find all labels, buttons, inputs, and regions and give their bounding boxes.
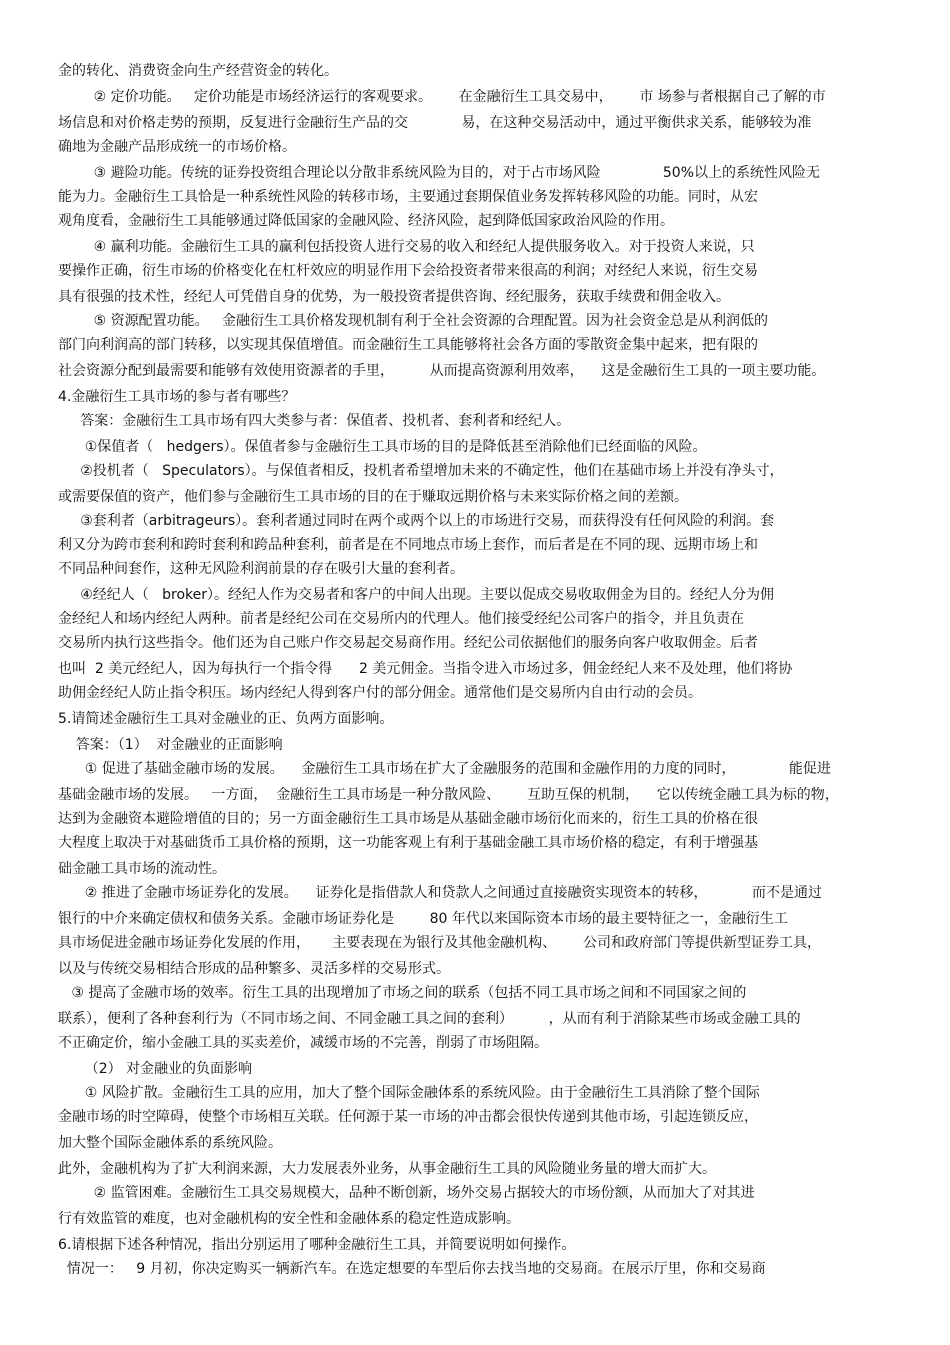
- text-line: 金的转化、消费资金向生产经营资金的转化。: [58, 63, 338, 79]
- text-line: 基础金融市场的发展。 一方面， 金融衍生工具市场是一种分散风险、 互助互保的机制， 它以传统金融工具为标的物，: [58, 787, 839, 803]
- text-line: 也叫 2 美元经纪人，因为每执行一个指令得 2 美元佣金。当指令进入市场过多，佣金经纪人来不及处理，他们将协: [58, 661, 793, 677]
- text-line: ② 监管困难。金融衍生工具交易规模大，品种不断创新，场外交易占据较大的市场份额，从而加大了对其进: [58, 1185, 755, 1201]
- text-line: 答案：金融衍生工具市场有四大类参与者：保值者、投机者、套利者和经纪人。: [58, 413, 571, 429]
- text-line: 部门向利润高的部门转移，以实现其保值增值。而金融衍生工具能够将社会各方面的零散资金集中起来，把有限的: [58, 337, 758, 353]
- text-line: 5.请简述金融衍生工具对金融业的正、负两方面影响。: [58, 711, 394, 727]
- text-line: ① 风险扩散。金融衍生工具的应用，加大了整个国际金融体系的系统风险。由于金融衍生工具消除了整个国际: [58, 1085, 760, 1101]
- text-line: （2） 对金融业的负面影响: [58, 1061, 253, 1077]
- text-line: 交易所内执行这些指令。他们还为自己账户作交易起交易商作用。经纪公司依据他们的服务向客户收取佣金。后者: [58, 635, 758, 651]
- text-line: 要操作正确，衍生市场的价格变化在杠杆效应的明显作用下会给投资者带来很高的利润；对经纪人来说，衍生交易: [58, 263, 758, 279]
- text-line: ①保值者（ hedgers）。保值者参与金融衍生工具市场的目的是降低甚至消除他们已经面临的风险。: [58, 439, 707, 455]
- text-line: 达到为金融资本避险增值的目的；另一方面金融衍生工具市场是从基础金融市场衍化而来的，衍生工具的价格在很: [58, 811, 758, 827]
- text-line: 金融市场的时空障碍，使整个市场相互关联。任何源于某一市场的冲击都会很快传递到其他市场，引起连锁反应，: [58, 1109, 758, 1125]
- text-line: 具有很强的技术性，经纪人可凭借自身的优势，为一般投资者提供咨询、经纪服务，获取手续费和佣金收入。: [58, 289, 730, 305]
- text-line: 答案：（1） 对金融业的正面影响: [58, 737, 283, 753]
- text-line: 能为力。金融衍生工具恰是一种系统性风险的转移市场，主要通过套期保值业务发挥转移风险的功能。同时，从宏: [58, 189, 758, 205]
- text-line: ③ 提高了金融市场的效率。衍生工具的出现增加了市场之间的联系（包括不同工具市场之间和不同国家之间的: [58, 985, 747, 1001]
- text-line: ③ 避险功能。传统的证券投资组合理论以分散非系统风险为目的，对于占市场风险 50%以上的系统性风险无: [58, 165, 821, 181]
- text-line: 情况一： 9 月初，你决定购买一辆新汽车。在选定想要的车型后你去找当地的交易商。在展示厅里，你和交易商: [58, 1261, 766, 1277]
- text-line: ⑤ 资源配置功能。 金融衍生工具价格发现机制有利于全社会资源的合理配置。因为社会资金总是从利润低的: [58, 313, 768, 329]
- text-line: 金经纪人和场内经纪人两种。前者是经纪公司在交易所内的代理人。他们接受经纪公司客户的指令，并且负责在: [58, 611, 744, 627]
- text-line: 础金融工具市场的流动性。: [58, 861, 226, 877]
- text-line: ③套利者（arbitrageurs）。套利者通过同时在两个或两个以上的市场进行交易，而获得没有任何风险的利润。套: [58, 513, 775, 529]
- text-line: ② 定价功能。 定价功能是市场经济运行的客观要求。 在金融衍生工具交易中， 市 场参与者根据自己了解的市: [58, 89, 826, 105]
- text-line: ② 推进了金融市场证券化的发展。 证券化是指借款人和贷款人之间通过直接融资实现资本的转移， 而不是通过: [58, 885, 823, 901]
- text-line: ②投机者（ Speculators）。与保值者相反，投机者希望增加未来的不确定性，他们在基础市场上并没有净头寸，: [58, 463, 784, 479]
- text-line: 观角度看，金融衍生工具能够通过降低国家的金融风险、经济风险，起到降低国家政治风险的作用。: [58, 213, 674, 229]
- text-line: 以及与传统交易相结合形成的品种繁多、灵活多样的交易形式。: [58, 961, 450, 977]
- text-line: 此外，金融机构为了扩大利润来源，大力发展表外业务，从事金融衍生工具的风险随业务量的增大而扩大。: [58, 1161, 716, 1177]
- text-line: 场信息和对价格走势的预期，反复进行金融衍生产品的交 易，在这种交易活动中，通过平衡供求关系，能够较为准: [58, 115, 812, 131]
- text-line: 不同品种间套作，这种无风险利润前景的存在吸引大量的套利者。: [58, 561, 464, 577]
- text-line: 6.请根据下述各种情况，指出分别运用了哪种金融衍生工具，并简要说明如何操作。: [58, 1237, 576, 1253]
- text-line: 具市场促进金融市场证券化发展的作用， 主要表现在为银行及其他金融机构、 公司和政府部门等提供新型证券工具，: [58, 935, 821, 951]
- text-line: ④经纪人（ broker）。经纪人作为交易者和客户的中间人出现。主要以促成交易收取佣金为目的。经纪人分为佣: [58, 587, 775, 603]
- text-line: 4.金融衍生工具市场的参与者有哪些？: [58, 389, 296, 405]
- text-line: 确地为金融产品形成统一的市场价格。: [58, 139, 296, 155]
- text-line: 不正确定价，缩小金融工具的买卖差价，减缓市场的不完善，削弱了市场阻隔。: [58, 1035, 548, 1051]
- text-line: 加大整个国际金融体系的系统风险。: [58, 1135, 282, 1151]
- text-line: 或需要保值的资产，他们参与金融衍生工具市场的目的在于赚取远期价格与未来实际价格之间的差额。: [58, 489, 688, 505]
- text-line: ① 促进了基础金融市场的发展。 金融衍生工具市场在扩大了金融服务的范围和金融作用的力度的同时， 能促进: [58, 761, 831, 777]
- text-line: 银行的中介来确定债权和债务关系。金融市场证券化是 80 年代以来国际资本市场的最主要特征之一，金融衍生工: [58, 911, 788, 927]
- text-line: ④ 赢利功能。金融衍生工具的赢利包括投资人进行交易的收入和经纪人提供服务收入。对于投资人来说，只: [58, 239, 755, 255]
- text-line: 联系），便利了各种套利行为（不同市场之间、不同金融工具之间的套利） ，从而有利于消除某些市场或金融工具的: [58, 1011, 801, 1027]
- text-line: 助佣金经纪人防止指令积压。场内经纪人得到客户付的部分佣金。通常他们是交易所内自由行动的会员。: [58, 685, 702, 701]
- text-line: 利又分为跨市套利和跨时套利和跨品种套利，前者是在不同地点市场上套作，而后者是在不同的现、远期市场上和: [58, 537, 758, 553]
- text-line: 行有效监管的难度，也对金融机构的安全性和金融体系的稳定性造成影响。: [58, 1211, 520, 1227]
- text-line: 社会资源分配到最需要和能够有效使用资源者的手里， 从而提高资源利用效率， 这是金融衍生工具的一项主要功能。: [58, 363, 826, 379]
- text-line: 大程度上取决于对基础货币工具价格的预期，这一功能客观上有利于基础金融工具市场价格的稳定，有利于增强基: [58, 835, 758, 851]
